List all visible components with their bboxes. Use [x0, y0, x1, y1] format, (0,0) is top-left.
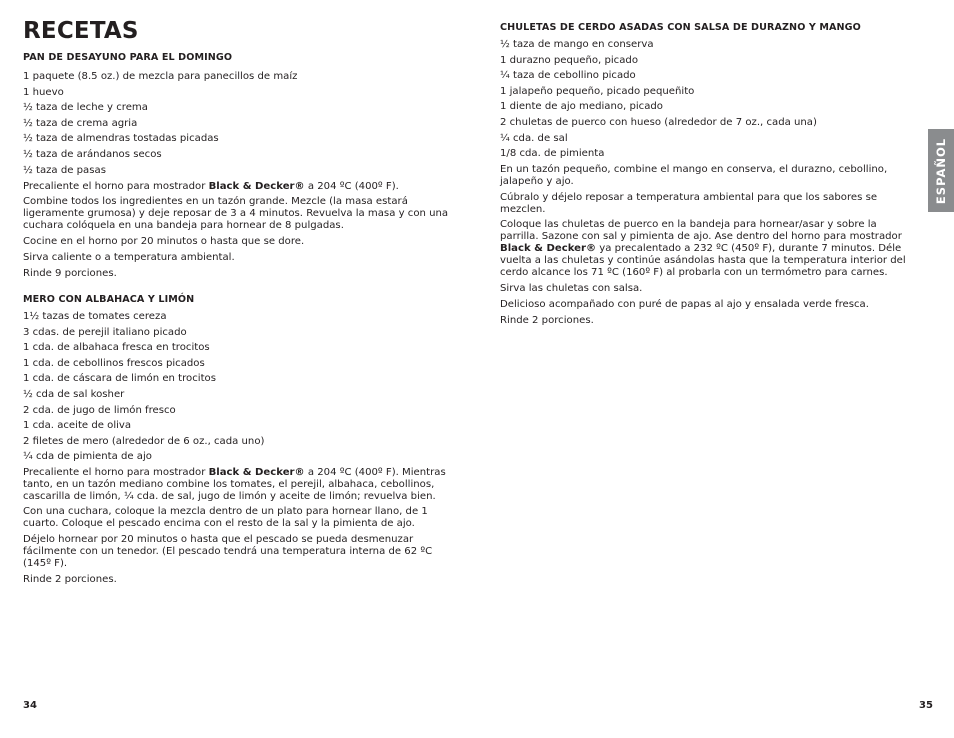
instruction: Sirva caliente o a temperatura ambiental. — [23, 252, 235, 264]
recipe-mero-albahaca — [23, 294, 453, 586]
ingredient: 1 diente de ajo mediano, picado — [500, 101, 663, 113]
brand-name: Black & Decker® — [208, 466, 305, 478]
instruction: Combine todos los ingredientes en un tazón grande. Mezcle (la masa estará ligeramente grumosa) y deje reposar de 3 a 4 minutos. Revuelva la masa y con una cuchara colóquela en una bandeja para hornear de 8 pulgadas. — [23, 196, 449, 232]
instruction: Déjelo hornear por 20 minutos o hasta que el pescado se pueda desmenuzar fácilmente con un tenedor. (El pescado tendrá una temperatura interna de 62 ºC (145º F). — [23, 533, 433, 569]
ingredient: ½ cda de sal kosher — [23, 388, 125, 400]
brand-name: Black & Decker® — [500, 242, 597, 254]
instruction: Precaliente el horno para mostrador Black & Decker® a 204 ºC (400º F). — [23, 181, 399, 193]
instruction: Coloque las chuletas de puerco en la bandeja para hornear/asar y sobre la parrilla. Sazone con sal y pimienta de ajo. Ase dentro del horno para mostrador Black & Decker® ya precalentado a 232 ºC (450º F), durante 7 minutos. Déle vuelta a las chuletas y continúe asándolas hasta que la temperatura interior del cerdo alcance los 71 ºC (160º F) al probarla con un termómetro para carnes. — [500, 218, 906, 278]
brand-name: Black & Decker® — [208, 181, 305, 193]
instruction: Sirva las chuletas con salsa. — [500, 282, 643, 294]
page-title: RECETAS — [23, 18, 139, 44]
ingredient: ½ taza de crema agria — [23, 117, 138, 129]
recipe-title: MERO CON ALBAHACA Y LIMÓN — [23, 294, 195, 305]
ingredient: 1 paquete (8.5 oz.) de mezcla para panecillos de maíz — [23, 71, 298, 82]
ingredient: 1 huevo — [23, 86, 64, 98]
language-tab — [928, 129, 954, 212]
ingredient: ¼ cda. de sal — [500, 132, 568, 144]
ingredient: 1 cda. de albahaca fresca en trocitos — [23, 342, 210, 354]
ingredient: ¼ cda de pimienta de ajo — [23, 451, 152, 463]
instruction: Precaliente el horno para mostrador Black & Decker® a 204 ºC (400º F). Mientras tanto, en un tazón mediano combine los tomates, el perejil, albahaca, cebollinos, cascarilla de limón, ¼ cda. de sal, jugo de limón y aceite de limón; revuelva bien. — [23, 466, 446, 502]
ingredient: 1 cda. de cáscara de limón en trocitos — [23, 373, 216, 385]
ingredient: 1 jalapeño pequeño, picado pequeñito — [500, 85, 695, 97]
servings: Rinde 9 porciones. — [23, 268, 117, 280]
page-number-right: 35 — [919, 700, 933, 711]
servings: Rinde 2 porciones. — [23, 573, 117, 585]
ingredient: 2 filetes de mero (alrededor de 6 oz., cada uno) — [23, 435, 265, 447]
instruction: Cúbralo y déjelo reposar a temperatura ambiental para que los sabores se mezclen. — [500, 191, 878, 215]
recipe-title: PAN DE DESAYUNO PARA EL DOMINGO — [23, 52, 233, 63]
recipe-chuletas-cerdo — [500, 22, 912, 327]
instruction: Cocine en el horno por 20 minutos o hasta que se dore. — [23, 236, 305, 248]
ingredient: 3 cdas. de perejil italiano picado — [23, 326, 187, 338]
ingredient: 1½ tazas de tomates cereza — [23, 311, 167, 322]
page-number-left: 34 — [23, 700, 37, 711]
ingredient: ¼ taza de cebollino picado — [500, 70, 636, 82]
language-tab-label: ESPAÑOL — [934, 137, 948, 204]
instruction: Con una cuchara, coloque la mezcla dentro de un plato para hornear llano, de 1 cuarto. Coloque el pescado encima con el resto de la sal y la pimienta de ajo. — [23, 505, 428, 529]
recipe-title: CHULETAS DE CERDO ASADAS CON SALSA DE DURAZNO Y MANGO — [500, 22, 861, 33]
ingredient: 1 cda. de cebollinos frescos picados — [23, 357, 205, 369]
recipe-pan-desayuno — [23, 52, 453, 280]
ingredient: 1/8 cda. de pimienta — [500, 148, 605, 160]
ingredient: 1 cda. aceite de oliva — [23, 420, 132, 432]
instruction: Delicioso acompañado con puré de papas al ajo y ensalada verde fresca. — [500, 298, 869, 310]
ingredient: 2 chuletas de puerco con hueso (alrededor de 7 oz., cada una) — [500, 116, 817, 128]
ingredient: 2 cda. de jugo de limón fresco — [23, 404, 176, 416]
ingredient: ½ taza de almendras tostadas picadas — [23, 133, 219, 145]
ingredient: ½ taza de mango en conserva — [500, 39, 654, 50]
ingredient-list — [23, 71, 453, 180]
instruction: En un tazón pequeño, combine el mango en conserva, el durazno, cebollino, jalapeño y ajo. — [500, 163, 888, 187]
ingredient: ½ taza de pasas — [23, 164, 106, 176]
ingredient: ½ taza de leche y crema — [23, 102, 148, 114]
ingredient-list — [23, 311, 453, 467]
ingredient: 1 durazno pequeño, picado — [500, 54, 639, 66]
ingredient-list — [500, 39, 912, 164]
ingredient: ½ taza de arándanos secos — [23, 148, 162, 160]
servings: Rinde 2 porciones. — [500, 314, 594, 326]
